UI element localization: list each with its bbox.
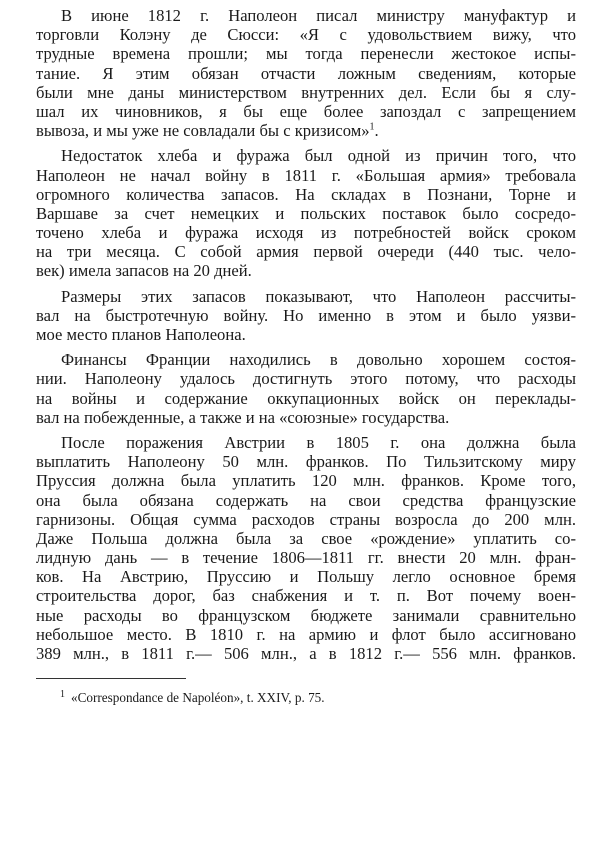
text-line: небольшое место. В 1810 г. на армию и флот было ассигновано bbox=[36, 624, 576, 644]
text-line: шал их чиновников, я бы еще более запоздал с запрещением bbox=[36, 101, 576, 121]
text-line: вал на побежденные, а также и на «союзные» государства. bbox=[36, 407, 450, 427]
text-line: Финансы Франции находились в довольно хорошем состоя- bbox=[61, 350, 576, 370]
footnote-divider bbox=[36, 678, 186, 679]
text-line: тание. Я этим обязан отчасти ложным сведениям, которые bbox=[36, 63, 576, 83]
text-line: ные расходы во французском бюджете занимали сравнительно bbox=[36, 605, 576, 625]
text-line: Даже Польша должна была за свое «рождение» уплатить со- bbox=[36, 528, 576, 548]
text-line: вывоза, и мы уже не совладали бы с кризисом» bbox=[36, 121, 370, 141]
text-line: нии. Наполеону удалось достигнуть этого потому, что расходы bbox=[36, 369, 576, 389]
text-line: век) имела запасов на 20 дней. bbox=[36, 261, 252, 281]
text-line: были мне даны министерством внутренних дел. Если бы я слу- bbox=[36, 82, 576, 102]
text-line: выплатить Наполеону 50 млн. франков. По Тильзитскому миру bbox=[36, 452, 576, 472]
text-line: ков. На Австрию, Пруссию и Польшу легло основное бремя bbox=[36, 567, 576, 587]
text-line: вал на быстротечную войну. Но именно в этом и было уязви- bbox=[36, 305, 576, 325]
text-line: строительства дорог, баз снабжения и т. п. Вот почему воен- bbox=[36, 586, 576, 606]
footnote-reference: 1 bbox=[369, 121, 375, 133]
text-line: на три месяца. С собой армия первой очереди (440 тыс. чело- bbox=[36, 242, 576, 262]
paragraph bbox=[36, 287, 576, 345]
text-line: огромного количества запасов. На складах в Познани, Торне и bbox=[36, 184, 576, 204]
paragraph bbox=[36, 350, 576, 427]
page-text bbox=[36, 6, 576, 706]
paragraph bbox=[36, 6, 576, 140]
paragraph bbox=[36, 146, 576, 280]
text-line: Размеры этих запасов показывают, что Наполеон рассчиты- bbox=[61, 286, 576, 306]
footnote-text: «Correspondance de Napoléon», t. XXIV, p. 75. bbox=[71, 690, 325, 706]
footnote bbox=[36, 689, 576, 706]
text-line: гарнизоны. Общая сумма расходов страны возросла до 200 млн. bbox=[36, 509, 576, 529]
text-line: точено хлеба и фуража исходя из потребностей войск сроком bbox=[36, 223, 576, 243]
text-line: лидную дань — в течение 1806—1811 гг. внести 20 млн. фран- bbox=[36, 548, 576, 568]
text-line: на войны и содержание оккупационных войск он переклады- bbox=[36, 388, 576, 408]
text-line: Недостаток хлеба и фуража был одной из причин того, что bbox=[61, 146, 576, 166]
text-line: После поражения Австрии в 1805 г. она должна была bbox=[61, 432, 576, 452]
footnote-mark: 1 bbox=[60, 688, 65, 700]
text-line: она была обязана содержать на свои средства французские bbox=[36, 490, 576, 510]
text-line: Наполеон не начал войну в 1811 г. «Большая армия» требовала bbox=[36, 165, 576, 185]
text-line: 389 млн., в 1811 г.— 506 млн., а в 1812 г.— 556 млн. франков. bbox=[36, 644, 576, 663]
text-line: мое место планов Наполеона. bbox=[36, 325, 246, 344]
text-line: В июне 1812 г. Наполеон писал министру мануфактур и bbox=[61, 6, 576, 25]
text-line: трудные времена прошли; мы тогда перенесли жестокое испы- bbox=[36, 44, 576, 64]
text-line: Пруссия должна была уплатить 120 млн. франков. Кроме того, bbox=[36, 471, 576, 491]
paragraph bbox=[36, 433, 576, 663]
text-line: торговли Колэну де Сюсси: «Я с удовольствием вижу, что bbox=[36, 25, 576, 45]
text-line-last: вывоза, и мы уже не совладали бы с кризисом»$^1$. bbox=[36, 121, 379, 141]
text-line: Варшаве за счет немецких и польских поставок было сосредо- bbox=[36, 203, 576, 223]
